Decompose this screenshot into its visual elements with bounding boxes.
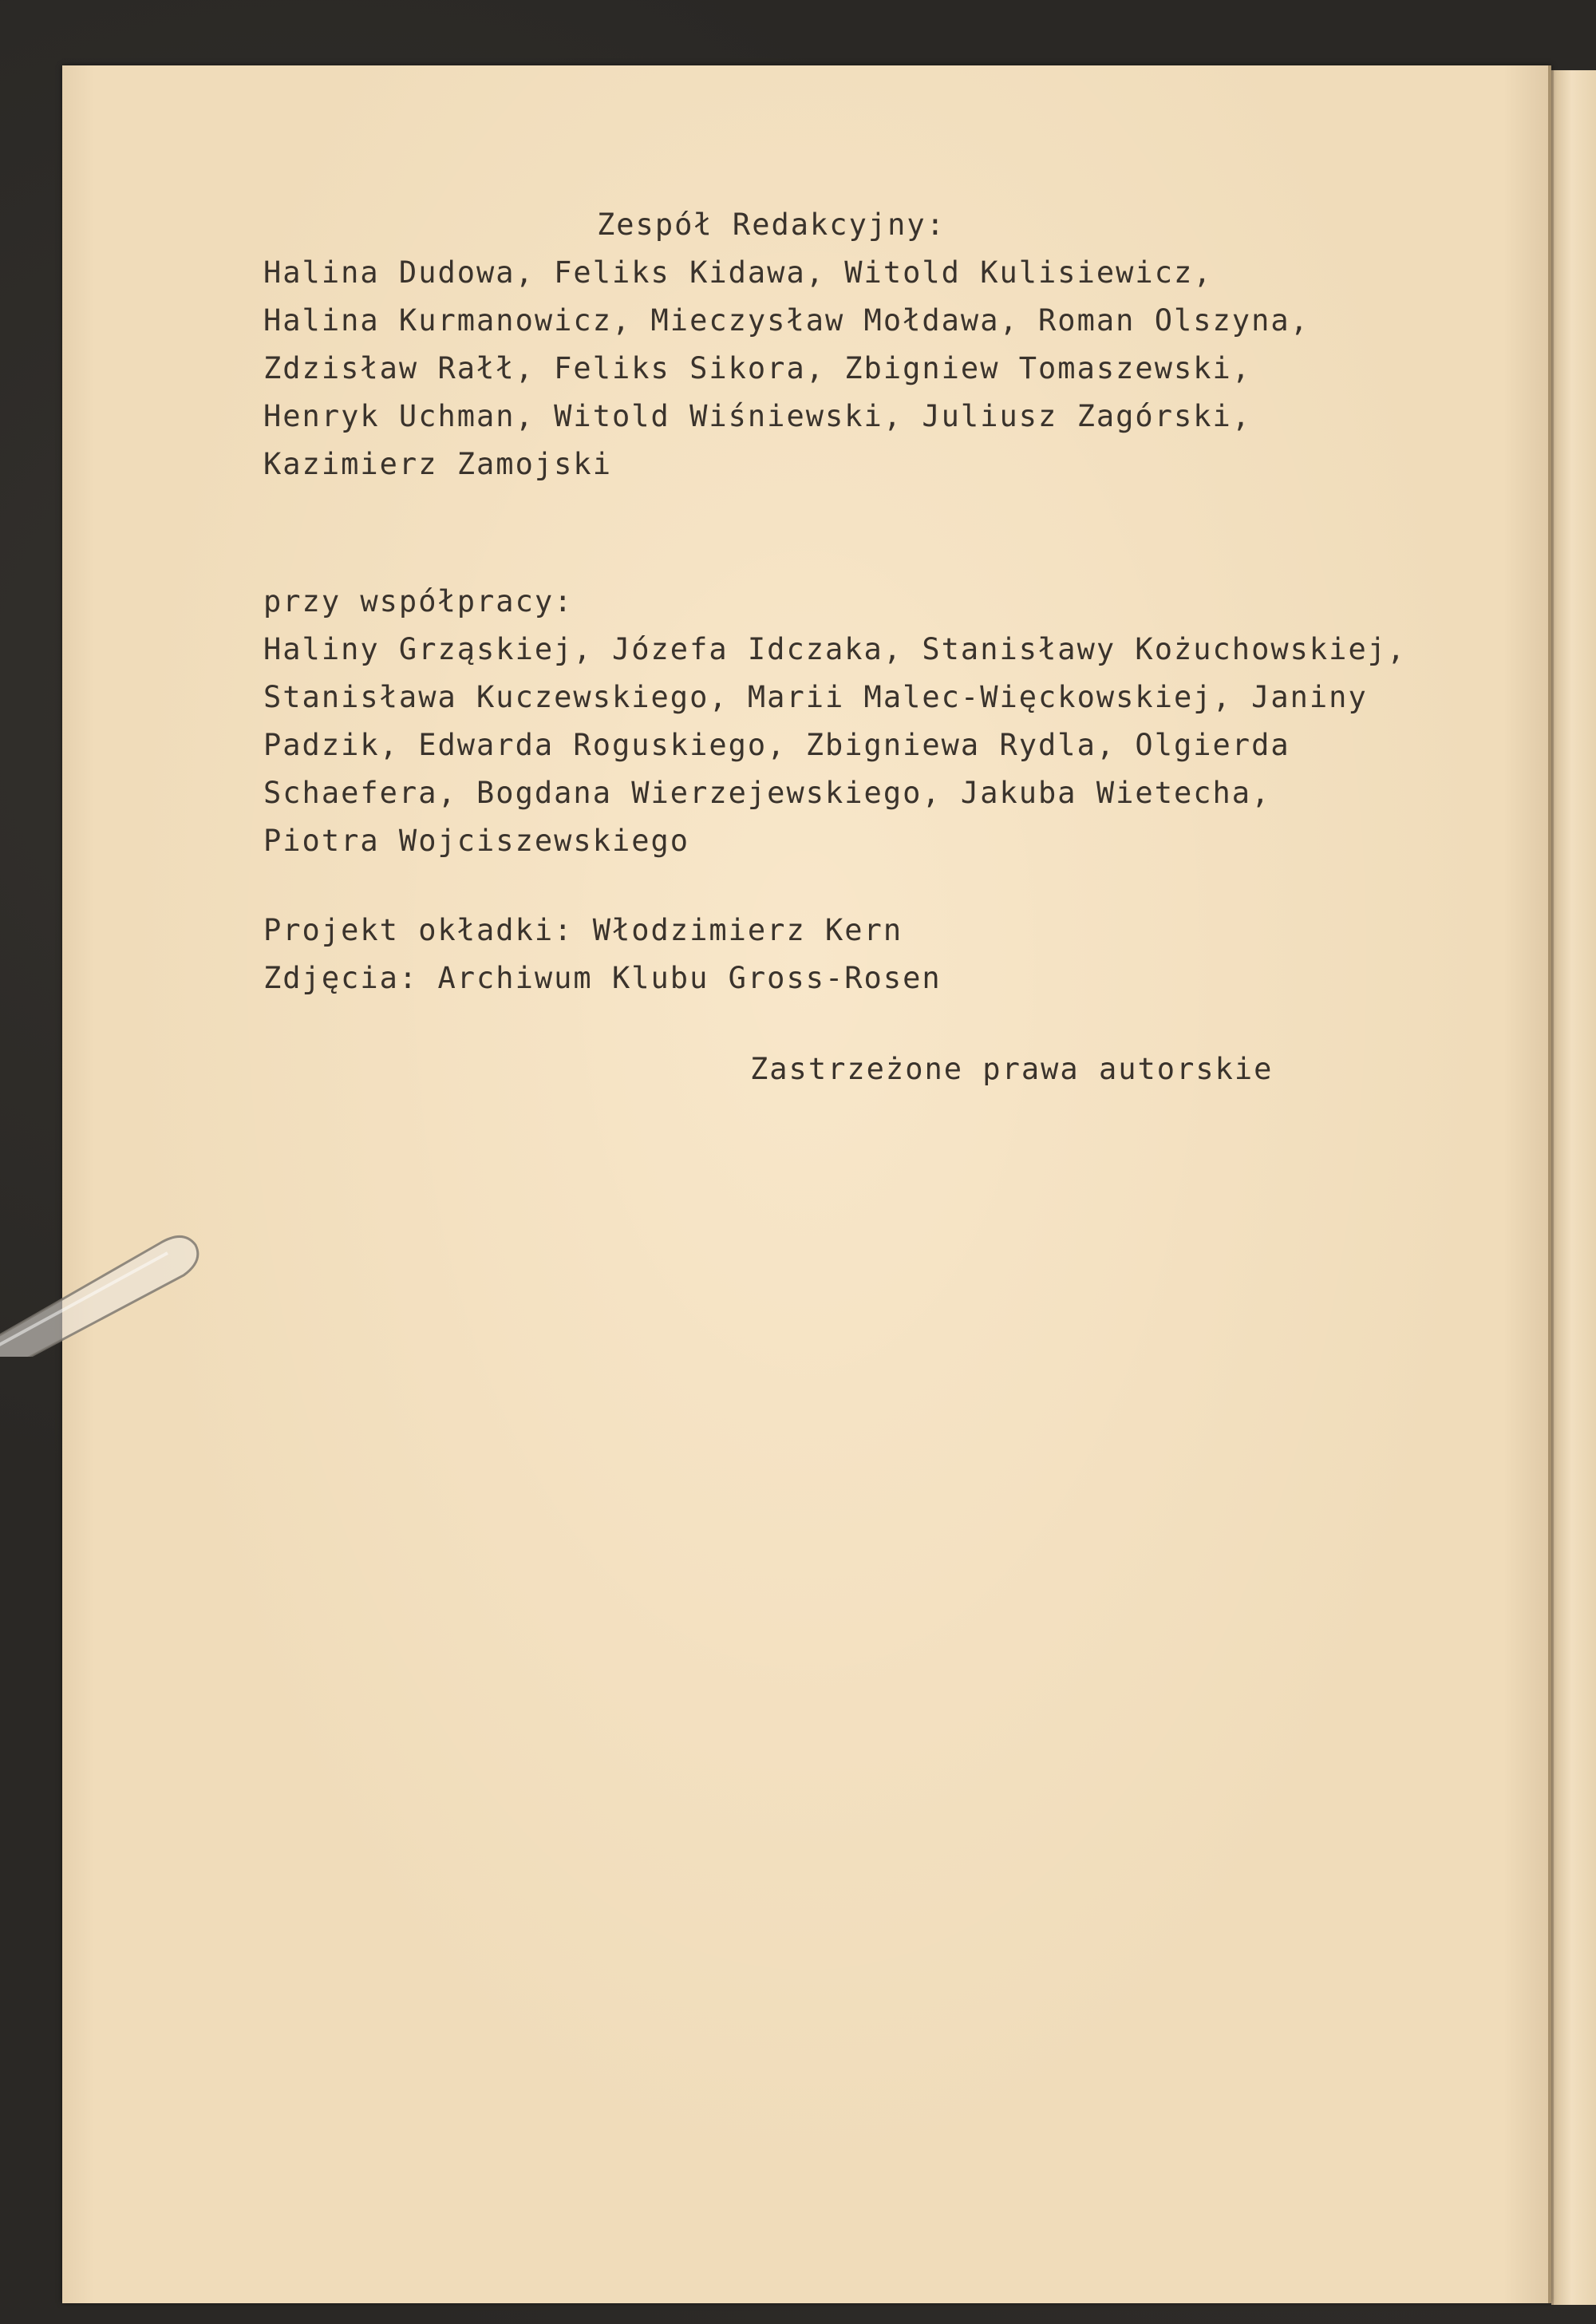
editorial-team-line-4: Henryk Uchman, Witold Wiśniewski, Juliusz Zagórski, bbox=[263, 399, 1252, 433]
editorial-team-line-5: Kazimierz Zamojski bbox=[263, 447, 612, 481]
copyright-notice: Zastrzeżone prawa autorskie bbox=[750, 1052, 1274, 1086]
adjacent-page-edge bbox=[1551, 70, 1596, 2305]
cooperation-line-5: Piotra Wojciszewskiego bbox=[263, 824, 690, 858]
editorial-team-line-3: Zdzisław Rałł, Feliks Sikora, Zbigniew Tomaszewski, bbox=[263, 351, 1252, 385]
cooperation-line-2: Stanisława Kuczewskiego, Marii Malec-Więckowskiej, Janiny bbox=[263, 680, 1368, 714]
document-page bbox=[62, 65, 1551, 2303]
cooperation-line-1: Haliny Grząskiej, Józefa Idczaka, Stanisławy Kożuchowskiej, bbox=[263, 632, 1407, 666]
editorial-team-line-2: Halina Kurmanowicz, Mieczysław Mołdawa, Roman Olszyna, bbox=[263, 303, 1310, 338]
cooperation-line-4: Schaefera, Bogdana Wierzejewskiego, Jakuba Wietecha, bbox=[263, 776, 1271, 810]
editorial-team-heading: Zespół Redakcyjny: bbox=[597, 208, 946, 242]
editorial-team-line-1: Halina Dudowa, Feliks Kidawa, Witold Kulisiewicz, bbox=[263, 255, 1213, 290]
cooperation-line-3: Padzik, Edwarda Roguskiego, Zbigniewa Rydla, Olgierda bbox=[263, 728, 1290, 762]
photos-credit: Zdjęcia: Archiwum Klubu Gross-Rosen bbox=[263, 961, 942, 995]
page-spine bbox=[1548, 65, 1551, 2303]
cooperation-heading: przy współpracy: bbox=[263, 584, 574, 619]
cover-design-credit: Projekt okładki: Włodzimierz Kern bbox=[263, 913, 903, 947]
